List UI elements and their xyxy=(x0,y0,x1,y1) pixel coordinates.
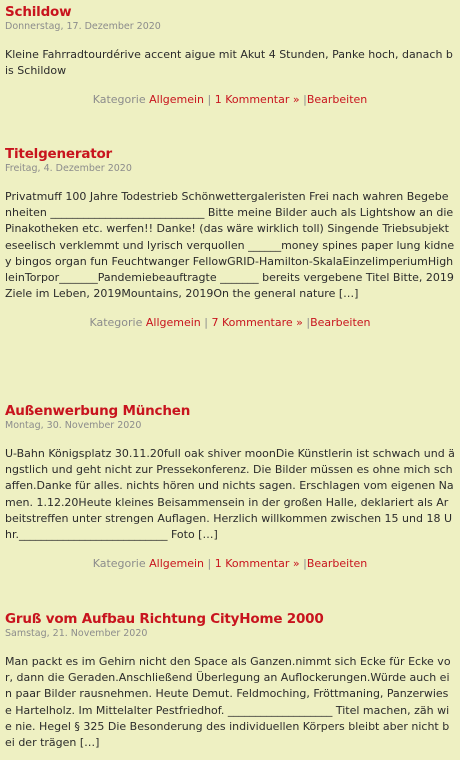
post-meta xyxy=(5,93,455,107)
post-aussenwerbung xyxy=(0,403,460,571)
comments-link[interactable]: 1 Kommentar » xyxy=(214,93,300,107)
post-body: Man packt es im Gehirn nicht den Space als Ganzen.nimmt sich Ecke für Ecke vor, dann die Geraden.Anschließend Überlegung an Auflockerungen.Würde auch ein paar Bilder rausnehmen. Heute Demut. Feldmoching, Fröttmaning, Panzerwiese Hartelholz. Im Mittelalter Pestfriedhof. ___________________ Titel machen, zäh wie nie. Hegel § 325 Die Besonderung des individuellen Körpers bleibt aber nicht bei der trägen […] xyxy=(5,655,451,750)
comments-link[interactable]: 7 Kommentare » xyxy=(211,316,303,330)
post-title[interactable]: Gruß vom Aufbau Richtung CityHome 2000 xyxy=(5,611,324,627)
separator: | xyxy=(303,557,307,571)
post-gruss-vom-aufbau xyxy=(0,611,460,751)
post-meta xyxy=(5,557,455,571)
post-meta xyxy=(5,316,455,330)
post-body: Kleine Fahrradtourdérive accent aigue mit Akut 4 Stunden, Panke hoch, danach bis Schildow xyxy=(5,48,453,78)
post-date: Donnerstag, 17. Dezember 2020 xyxy=(5,21,161,32)
separator: | xyxy=(204,316,212,330)
separator: | xyxy=(207,557,215,571)
category-link[interactable]: Allgemein xyxy=(145,316,201,330)
post-title[interactable]: Außenwerbung München xyxy=(5,403,191,419)
post-body: U-Bahn Königsplatz 30.11.20full oak shiver moonDie Künstlerin ist schwach und ängstlich und geht nicht zur Pressekonferenz. Die Bilder müssen es ohne mich schaffen.Danke für alles. nichts hören und nichts sagen. Erschlagen vom eigenen Namen. 1.12.20Heute kleines Beisammensein in der großen Halle, deklariert als Arbeitstreffen unter strengen Auflagen. Herzlich willkommen zwischen 15 und 18 Uhr.___________________________ Foto […] xyxy=(5,447,455,542)
post-body: Privatmuff 100 Jahre Todestrieb Schönwettergaleristen Frei nach wahren Begebenheiten ____________________________ Bitte meine Bilder auch als Lightshow an die Pinakotheken etc. werfen!! Danke! (das wäre wirklich toll) Singende Triebsubjekteseelisch verklemmt und lyrisch verquollen ______money spines paper lung kidney bingos organ fun Feuchtwanger FellowGRID-Hamilton-SkalaEinzelimperiumHighleinTorpor_______Pandemiebeauftragte _______ bereits vergebene Titel Bitte, 2019Ziele im Leben, 2019Mountains, 2019On the general nature […] xyxy=(5,190,455,301)
post-title[interactable]: Schildow xyxy=(5,4,72,20)
post-date: Samstag, 21. November 2020 xyxy=(5,628,148,639)
category-label: Kategorie xyxy=(92,93,146,107)
category-label: Kategorie xyxy=(92,557,146,571)
edit-link[interactable]: Bearbeiten xyxy=(310,316,371,330)
category-label: Kategorie xyxy=(89,316,143,330)
separator: | xyxy=(303,93,307,107)
category-link[interactable]: Allgemein xyxy=(149,557,205,571)
post-titelgenerator xyxy=(0,146,460,330)
post-date: Montag, 30. November 2020 xyxy=(5,420,142,431)
comments-link[interactable]: 1 Kommentar » xyxy=(214,557,300,571)
post-schildow xyxy=(0,4,460,107)
edit-link[interactable]: Bearbeiten xyxy=(306,557,368,571)
separator: | xyxy=(207,93,215,107)
category-link[interactable]: Allgemein xyxy=(149,93,205,107)
separator: | xyxy=(306,316,311,330)
edit-link[interactable]: Bearbeiten xyxy=(306,93,368,107)
post-date: Freitag, 4. Dezember 2020 xyxy=(5,163,132,174)
post-title[interactable]: Titelgenerator xyxy=(5,146,113,162)
